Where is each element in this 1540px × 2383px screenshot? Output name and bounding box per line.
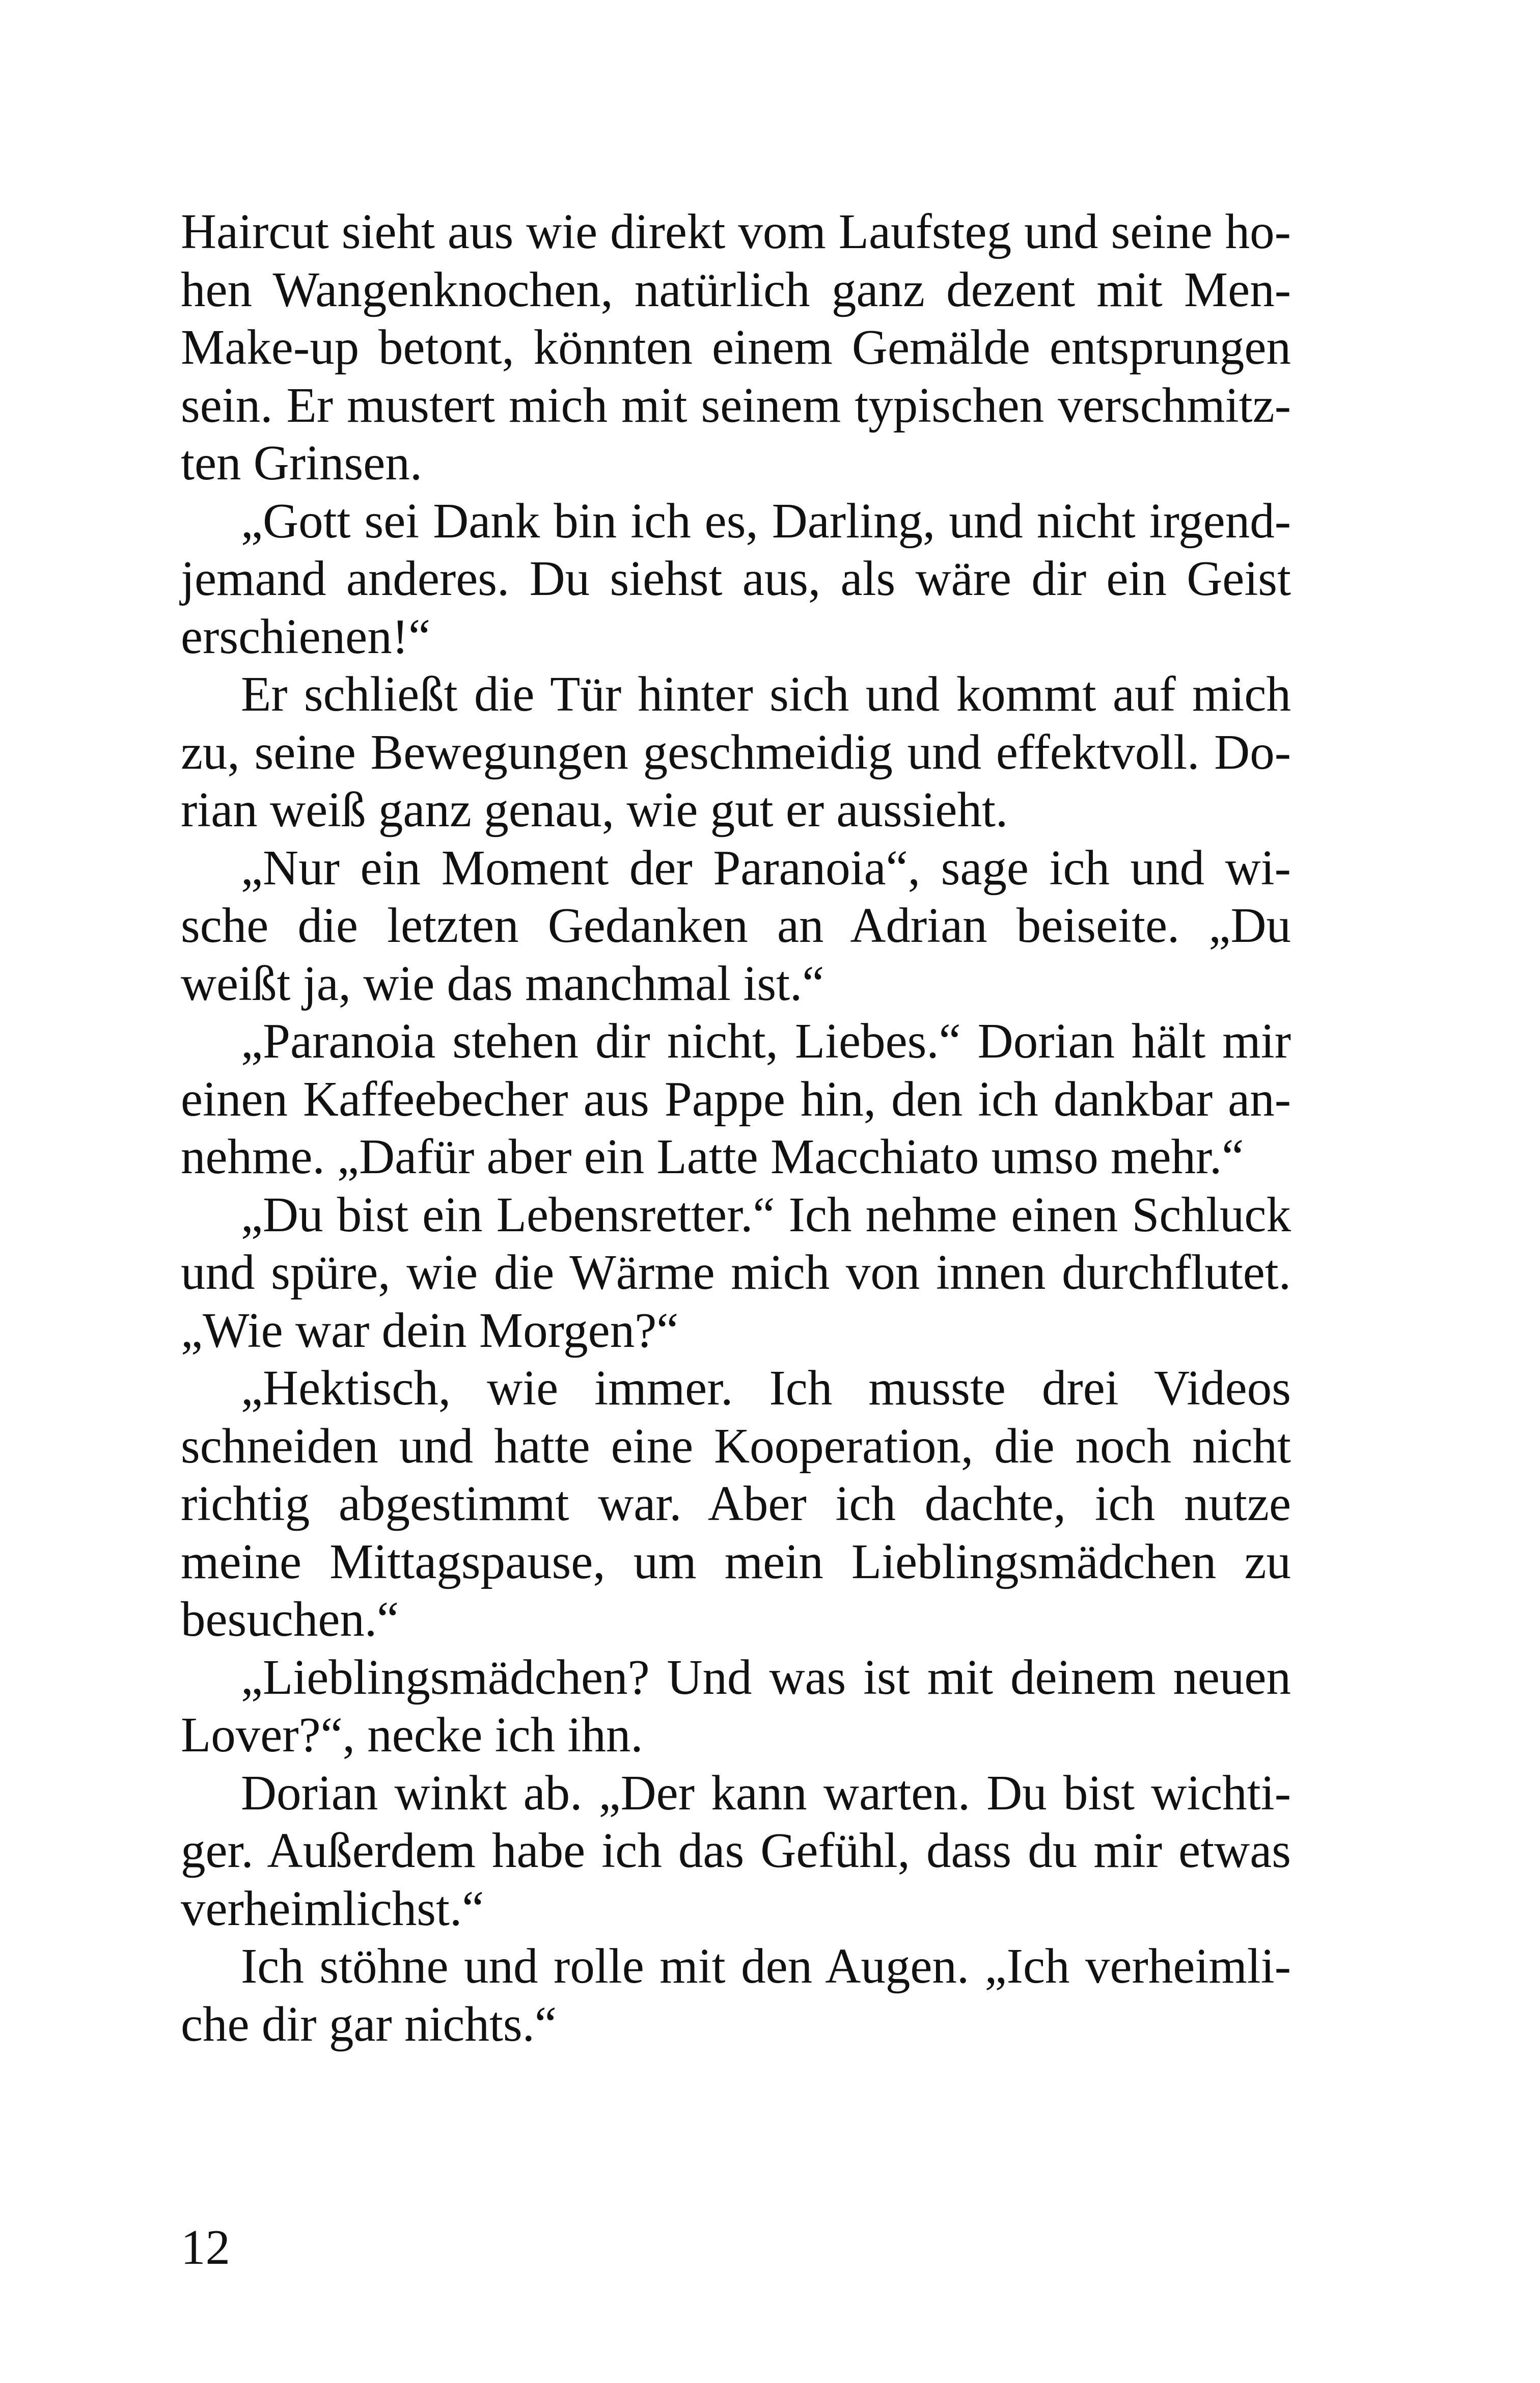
text-line: jemand anderes. Du siehst aus, als wäre dir ein Geist (181, 551, 1291, 606)
text-line: rian weiß ganz genau, wie gut er aussieht. (181, 782, 1008, 837)
text-line: Dorian winkt ab. „Der kann warten. Du bist wichti- (241, 1765, 1291, 1820)
page-number: 12 (181, 2220, 230, 2274)
text-line: Make-up betont, könnten einem Gemälde entsprungen (181, 320, 1291, 374)
text-line: „Paranoia stehen dir nicht, Liebes.“ Dorian hält mir (241, 1014, 1291, 1068)
paragraph (181, 1648, 1291, 1764)
text-line: meine Mittagspause, um mein Lieblingsmädchen zu (181, 1534, 1291, 1589)
text-line: und spüre, wie die Wärme mich von innen durchflutet. (181, 1245, 1291, 1299)
paragraph (181, 1186, 1291, 1360)
text-line: ten Grinsen. (181, 436, 423, 490)
paragraph (181, 1937, 1291, 2053)
text-line: sein. Er mustert mich mit seinem typischen verschmitz- (181, 377, 1291, 432)
text-line: Haircut sieht aus wie direkt vom Laufsteg und seine ho- (181, 204, 1291, 259)
body-text (181, 203, 1291, 2053)
text-line: verheimlichst.“ (181, 1881, 484, 1936)
text-line: erschienen!“ (181, 609, 431, 664)
paragraph (181, 492, 1291, 666)
text-line: Er schließt die Tür hinter sich und kommt auf mich (241, 667, 1291, 721)
text-line: „Nur ein Moment der Paranoia“, sage ich und wi- (241, 840, 1291, 895)
text-line: „Hektisch, wie immer. Ich musste drei Videos (241, 1361, 1291, 1415)
text-line: Ich stöhne und rolle mit den Augen. „Ich verheimli- (241, 1939, 1291, 1993)
text-line: zu, seine Bewegungen geschmeidig und effektvoll. Do- (181, 724, 1291, 779)
text-line: „Du bist ein Lebensretter.“ Ich nehme einen Schluck (241, 1187, 1291, 1242)
text-line: ger. Außerdem habe ich das Gefühl, dass du mir etwas (181, 1823, 1291, 1878)
paragraph (181, 1359, 1291, 1648)
text-line: einen Kaffeebecher aus Pappe hin, den ich dankbar an- (181, 1071, 1291, 1126)
paragraph (181, 839, 1291, 1013)
text-line: „Lieblingsmädchen? Und was ist mit deinem neuen (241, 1649, 1291, 1704)
text-line: weißt ja, wie das manchmal ist.“ (181, 956, 824, 1011)
paragraph (181, 203, 1291, 492)
text-line: richtig abgestimmt war. Aber ich dachte, ich nutze (181, 1476, 1291, 1531)
text-line: „Gott sei Dank bin ich es, Darling, und nicht irgend- (241, 493, 1291, 548)
paragraph (181, 665, 1291, 839)
text-line: Lover?“, necke ich ihn. (181, 1708, 643, 1762)
text-line: schneiden und hatte eine Kooperation, die noch nicht (181, 1418, 1291, 1473)
text-line: hen Wangenknochen, natürlich ganz dezent mit Men- (181, 262, 1291, 317)
text-line: „Wie war dein Morgen?“ (181, 1303, 679, 1358)
paragraph (181, 1012, 1291, 1186)
text-line: sche die letzten Gedanken an Adrian beiseite. „Du (181, 898, 1291, 953)
text-line: nehme. „Dafür aber ein Latte Macchiato umso mehr.“ (181, 1129, 1244, 1184)
text-line: besuchen.“ (181, 1592, 399, 1646)
paragraph (181, 1764, 1291, 1938)
text-line: che dir gar nichts.“ (181, 1996, 557, 2051)
